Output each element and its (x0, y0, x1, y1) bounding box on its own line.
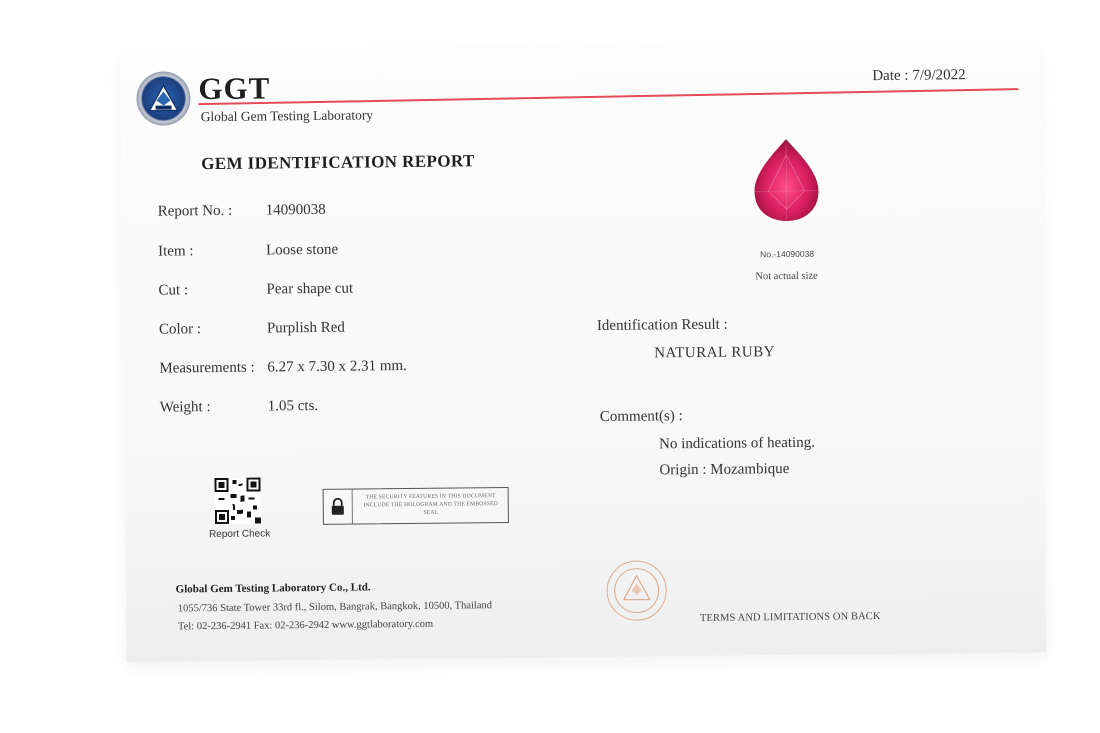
terms-note: TERMS AND LIMITATIONS ON BACK (699, 611, 881, 624)
gem-size-note: Not actual size (755, 270, 818, 283)
comment-line: No indications of heating. (659, 434, 816, 453)
field-label: Measurements : (159, 359, 255, 377)
identification-result: NATURAL RUBY (654, 344, 776, 362)
ggt-logo-icon (136, 71, 191, 126)
brand-name: GGT (198, 70, 271, 107)
gem-image (748, 135, 825, 228)
company-name: Global Gem Testing Laboratory Co., Ltd. (175, 581, 371, 596)
field-value: 14090038 (265, 201, 326, 219)
company-contact: Tel: 02-236-2941 Fax: 02-236-2942 www.ggtlaboratory.com (177, 618, 434, 633)
comment-line: Origin : Mozambique (659, 461, 790, 479)
field-value: 1.05 cts. (267, 397, 319, 415)
report-title: GEM IDENTIFICATION REPORT (201, 151, 475, 174)
header-divider (199, 88, 1019, 105)
field-label: Report No. : (157, 202, 233, 220)
lock-icon (324, 490, 353, 524)
field-label: Color : (158, 321, 202, 338)
report-date: Date : 7/9/2022 (872, 67, 966, 85)
company-address: 1055/736 State Tower 33rd fl., Silom, Bangrak, Bangkok, 10500, Thailand (177, 600, 493, 615)
report-card (120, 42, 1046, 662)
security-notice (323, 487, 509, 525)
field-label: Weight : (159, 399, 211, 416)
security-text: THE SECURITY FEATURES IN THIS DOCUMENT INCLUDE THE HOLOGRAM AND THE EMBOSSED SEAL (363, 493, 499, 516)
embossed-seal-icon (606, 560, 667, 621)
field-label: Cut : (158, 282, 189, 299)
identification-label: Identification Result : (596, 316, 728, 335)
field-value: 6.27 x 7.30 x 2.31 mm. (267, 358, 407, 376)
comments-label: Comment(s) : (599, 408, 683, 425)
brand-subtitle: Global Gem Testing Laboratory (200, 107, 374, 125)
qr-label: Report Check (209, 528, 271, 541)
gem-number: No.-14090038 (760, 248, 815, 260)
field-value: Purplish Red (266, 319, 345, 337)
qr-code-icon[interactable] (214, 478, 260, 524)
field-label: Item : (158, 243, 194, 260)
field-value: Loose stone (266, 241, 339, 259)
field-value: Pear shape cut (266, 280, 354, 298)
